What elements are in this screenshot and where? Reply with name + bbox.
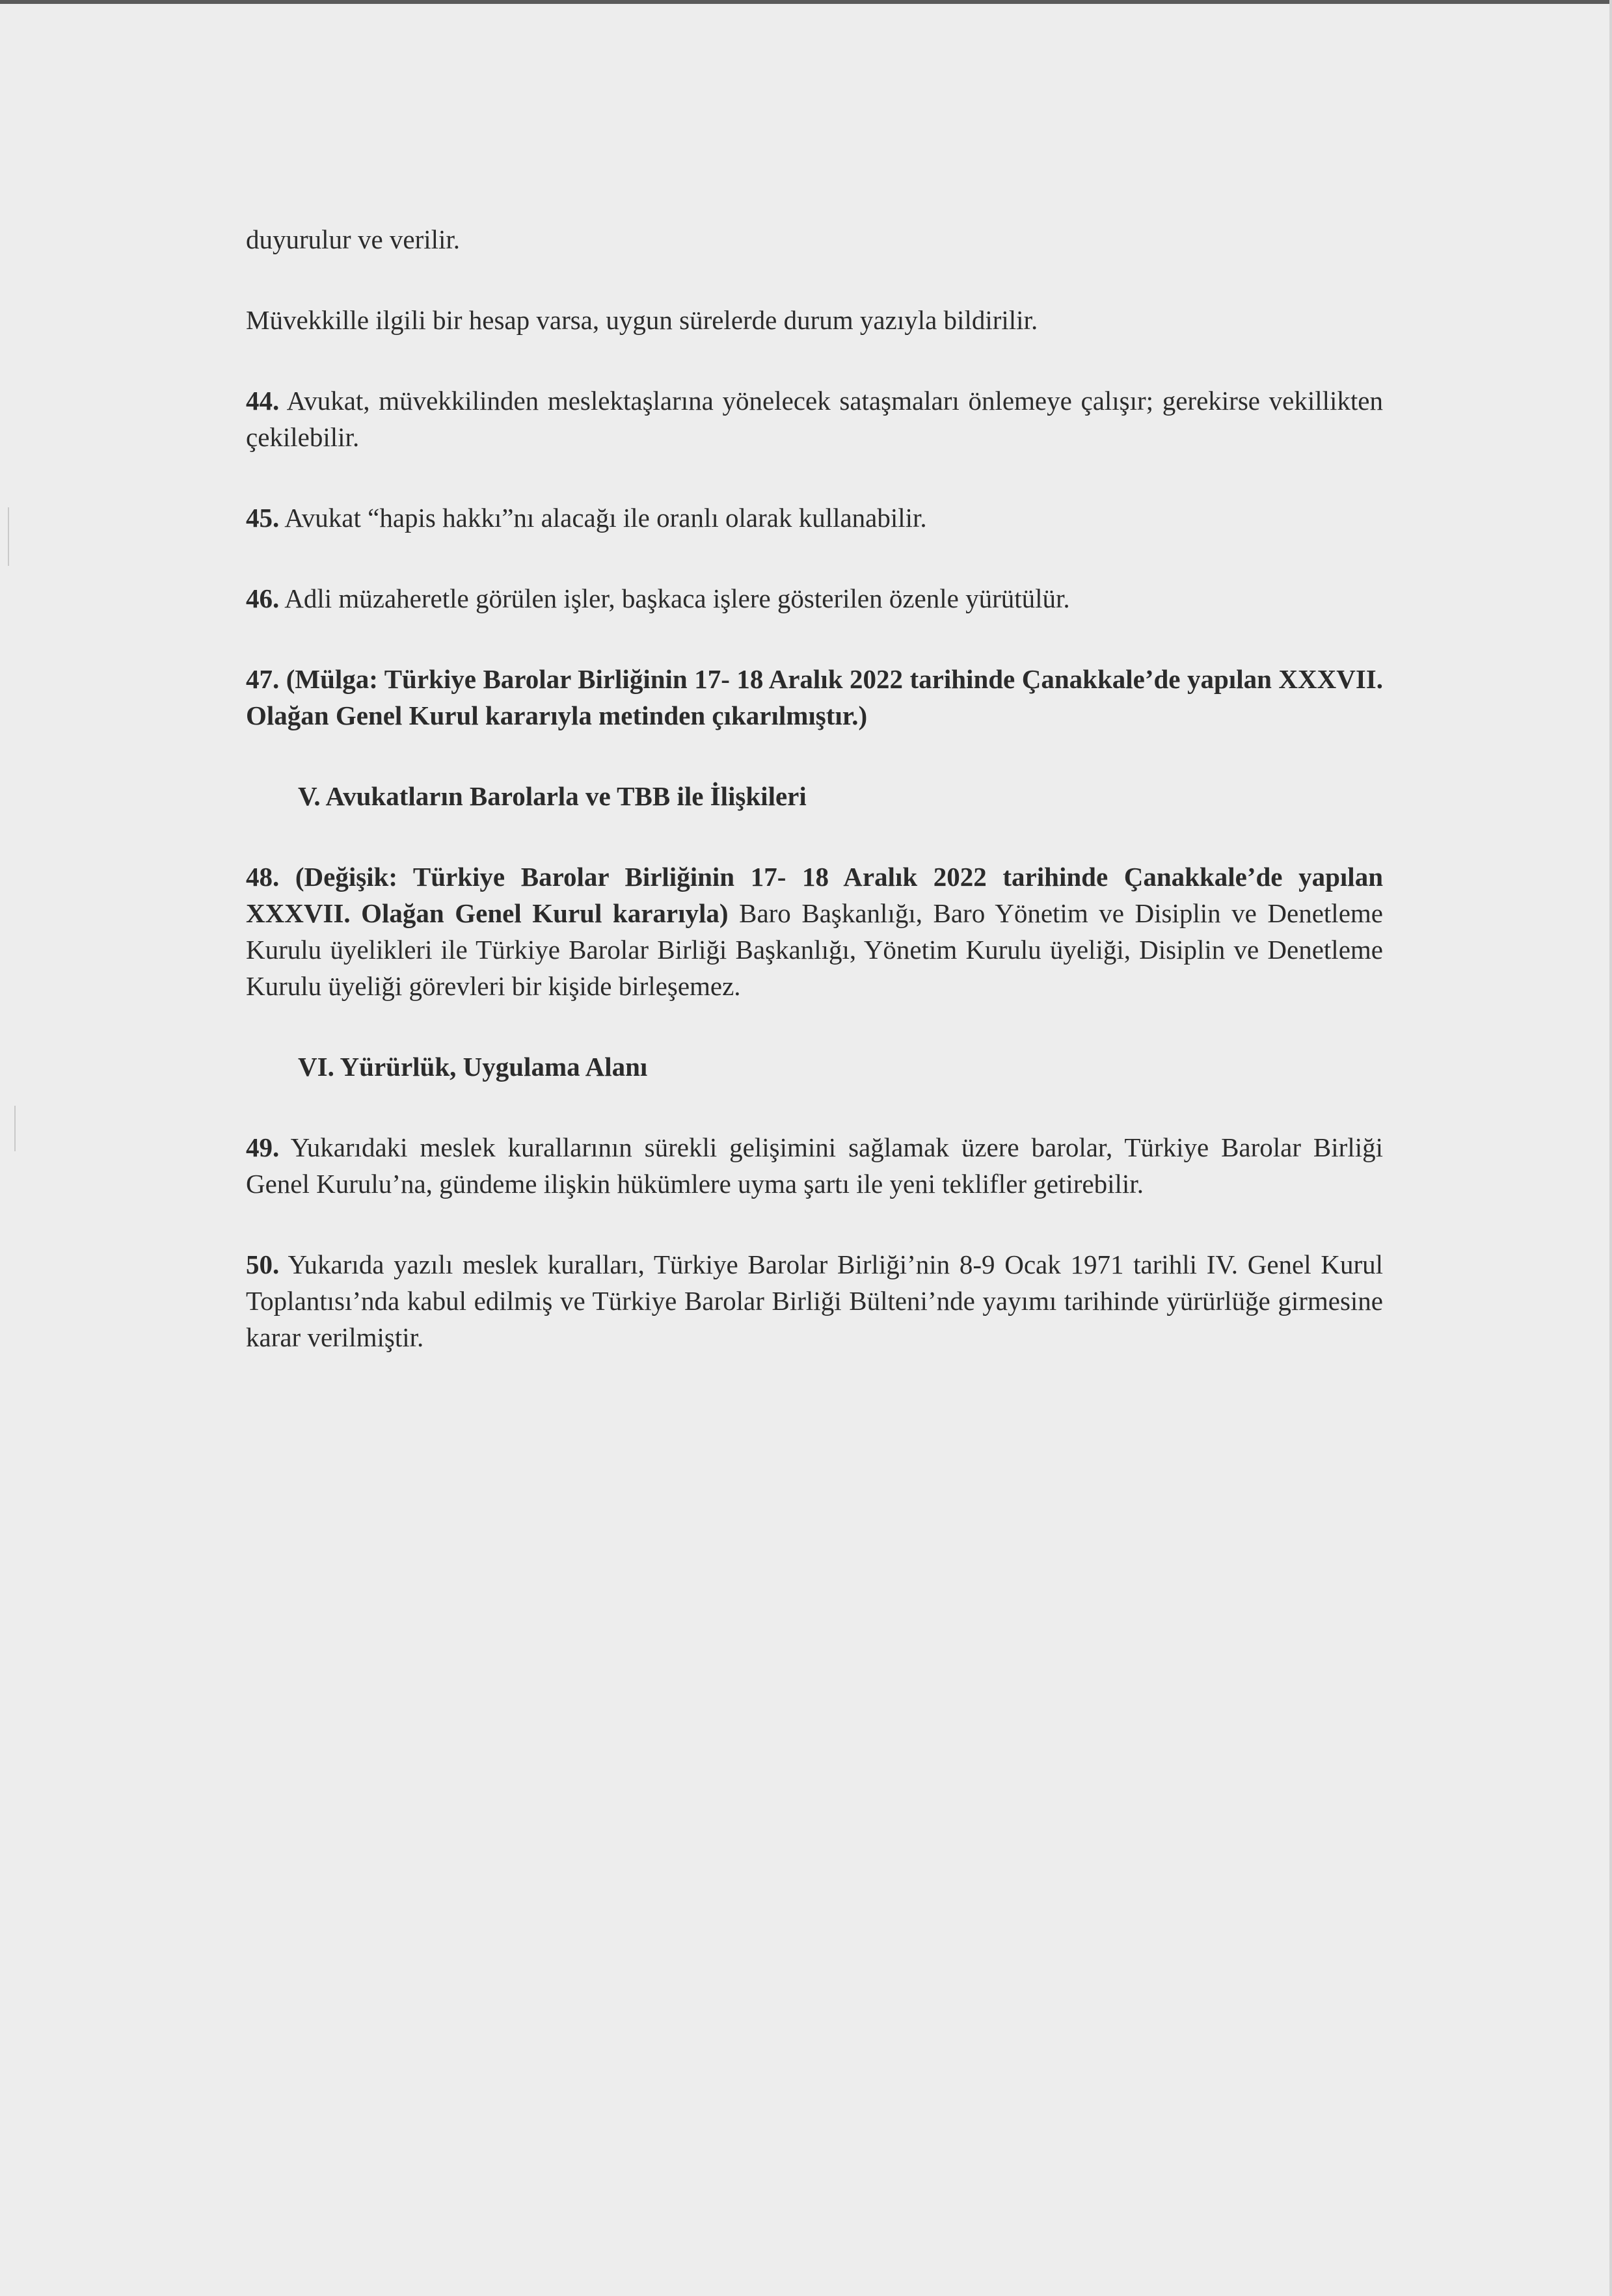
account-paragraph: Müvekkille ilgili bir hesap varsa, uygun sürelerde durum yazıyla bildirilir. [246, 305, 1038, 335]
article-number: 48. [246, 862, 280, 892]
scan-margin-mark [8, 507, 9, 566]
article-47 [246, 661, 1383, 734]
article-amendment-note: (Değişik: Türkiye Barolar Birliğinin 17- 18 Aralık 2022 tarihinde Çanakkale’de yapılan XXXVII. Olağan Genel Kurul kararıyla) [246, 862, 1383, 928]
article-number: 47. [246, 664, 280, 694]
section-heading-vi: VI. Yürürlük, Uygulama Alanı [298, 1052, 648, 1082]
article-number: 46. [246, 583, 280, 613]
article-text: Baro Başkanlığı, Baro Yönetim ve Disiplin ve Denetleme Kurulu üyelikleri ile Türkiye Barolar Birliği Başkanlığı, Yönetim Kurulu üyeliği, Disiplin ve Denetleme Kurulu üyeliği görevleri bir kişide birleşemez. [246, 898, 1383, 1001]
scan-margin-mark [14, 1106, 16, 1151]
article-number: 50. [246, 1249, 280, 1279]
article-45 [246, 500, 1383, 536]
article-48 [246, 859, 1383, 1004]
article-49 [246, 1129, 1383, 1202]
section-heading-v: V. Avukatların Barolarla ve TBB ile İlişkileri [298, 781, 807, 811]
article-44 [246, 382, 1383, 455]
intro-paragraph: duyurulur ve verilir. [246, 224, 461, 254]
article-number: 44. [246, 386, 280, 416]
article-text: Avukat “hapis hakkı”nı alacağı ile oranlı olarak kullanabilir. [279, 503, 927, 533]
article-50 [246, 1246, 1383, 1355]
article-number: 45. [246, 503, 280, 533]
article-46 [246, 580, 1383, 617]
article-text: (Mülga: Türkiye Barolar Birliğinin 17- 18 Aralık 2022 tarihinde Çanakkale’de yapılan XXXVII. Olağan Genel Kurul kararıyla metinden çıkarılmıştır.) [246, 664, 1383, 730]
article-text: Yukarıdaki meslek kurallarının sürekli gelişimini sağlamak üzere barolar, Türkiye Barolar Birliği Genel Kurulu’na, gündeme ilişkin hükümlere uyma şartı ile yeni teklifler getirebilir. [246, 1132, 1383, 1199]
article-text: Adli müzaheretle görülen işler, başkaca işlere gösterilen özenle yürütülür. [279, 583, 1070, 613]
article-number: 49. [246, 1132, 280, 1162]
article-text: Yukarıda yazılı meslek kuralları, Türkiye Barolar Birliği’nin 8-9 Ocak 1971 tarihli IV. Genel Kurul Toplantısı’nda kabul edilmiş ve Türkiye Barolar Birliği Bülteni’nde yayımı tarihinde yürürlüğe girmesine karar verilmiştir. [246, 1249, 1383, 1352]
scan-top-edge [0, 0, 1612, 4]
article-text: Avukat, müvekkilinden meslektaşlarına yönelecek sataşmaları önlemeye çalışır; gerekirse vekillikten çekilebilir. [246, 386, 1383, 452]
document-page [246, 221, 1383, 1355]
scan-right-edge [1609, 0, 1612, 2296]
